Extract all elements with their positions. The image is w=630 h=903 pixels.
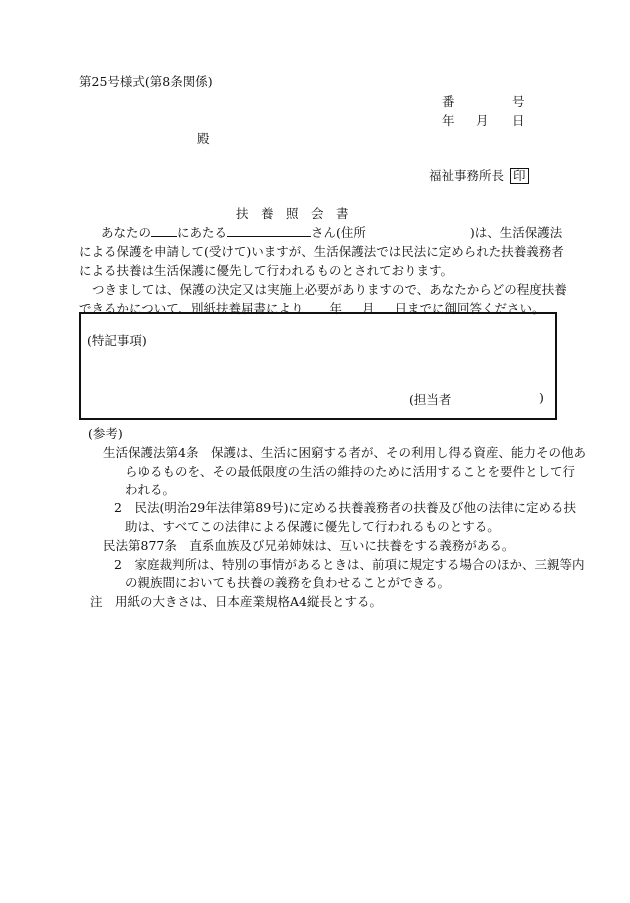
day-label: 日 — [512, 113, 525, 128]
reference-line — [103, 443, 586, 461]
body-text: 年 — [329, 301, 343, 316]
staff-label-close: ) — [539, 390, 544, 405]
body-text: にあたる — [177, 225, 228, 240]
body-text: あなたの — [101, 225, 152, 240]
name-blank — [227, 225, 311, 237]
number-suffix: 号 — [512, 94, 525, 109]
body-line-3: による扶養は生活保護に優先して行われるものとされております。 — [79, 263, 454, 278]
remarks-label: (特記事項) — [87, 333, 147, 348]
reference-line: 助は、すべてこの法律による保護に優先して行われるものとする。 — [125, 519, 500, 534]
year-label: 年 — [442, 113, 455, 128]
reference-text: 生活保護法第4条 保護は、生活に困窮する者が、その利用し得る資産、能力その他あ — [103, 445, 586, 460]
body-text: 日までに御回答ください。 — [394, 301, 545, 316]
body-line-4: つきましては、保護の決定又は実施上必要がありますので、あなたからどの程度扶養 — [92, 282, 567, 297]
body-line-2: による保護を申請して(受けて)いますが、生活保護法では民法に定められた扶養義務者 — [79, 244, 564, 259]
paper-size-note: 注 用紙の大きさは、日本産業規格A4縦長とする。 — [90, 594, 382, 609]
body-line-1 — [101, 223, 562, 241]
form-number: 第25号様式(第8条関係) — [79, 74, 213, 89]
staff-label-open: (担当者 — [409, 392, 452, 407]
body-text: できるかについて、別紙扶養届書により — [79, 301, 304, 316]
reference-label: (参考) — [88, 426, 123, 441]
issuer-name: 福祉事務所長 — [429, 168, 505, 183]
body-text: 月 — [362, 301, 375, 316]
remarks-box — [79, 312, 557, 420]
number-label: 番 — [442, 94, 455, 109]
reference-line: われる。 — [125, 482, 176, 497]
body-text: )は、生活保護法 — [469, 225, 563, 240]
reference-line: の親族間においても扶養の義務を負わせることができる。 — [125, 575, 451, 590]
reference-line: 2 家庭裁判所は、特別の事情があるときは、前項に規定する場合のほか、三親等内 — [114, 557, 585, 572]
reference-line: らゆるものを、その最低限度の生活の維持のために活用することを要件として行 — [125, 464, 576, 479]
document-title: 扶 養 照 会 書 — [236, 206, 349, 221]
relation-blank — [151, 225, 177, 237]
reference-line: 民法第877条 直系血族及び兄弟姉妹は、互いに扶養をする義務がある。 — [103, 538, 515, 553]
month-label: 月 — [476, 113, 489, 128]
body-text: さん(住所 — [311, 225, 366, 240]
addressee-suffix: 殿 — [197, 131, 210, 146]
seal-mark: 印 — [510, 168, 529, 184]
issuer — [429, 166, 529, 184]
reference-line: 2 民法(明治29年法律第89号)に定める扶養義務者の扶養及び他の法律に定める扶 — [114, 500, 577, 515]
